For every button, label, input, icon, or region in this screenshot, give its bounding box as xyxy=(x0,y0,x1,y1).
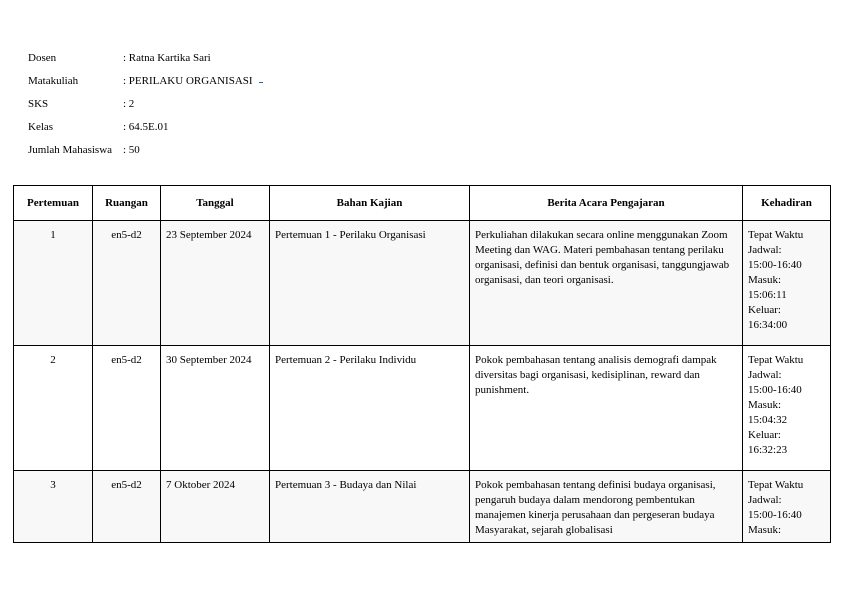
cell-kehadiran xyxy=(743,346,831,471)
info-row-dosen xyxy=(28,47,263,70)
attendance-keluar: 16:32:23 xyxy=(748,444,788,456)
info-label: SKS xyxy=(28,98,49,110)
cell-pertemuan: 3 xyxy=(14,471,93,543)
cell-kehadiran xyxy=(743,221,831,346)
attendance-masuk: 15:06:11 xyxy=(748,289,787,301)
course-info xyxy=(28,47,263,162)
attendance-jadwal: 15:00-16:40 xyxy=(748,384,802,396)
info-value: : 50 xyxy=(123,144,140,156)
info-value: : Ratna Kartika Sari xyxy=(123,52,211,64)
header-berita-acara: Berita Acara Pengajaran xyxy=(470,186,743,221)
table-row xyxy=(14,221,831,346)
attendance-jadwal: 15:00-16:40 xyxy=(748,509,802,521)
attendance-masuk: 15:04:32 xyxy=(748,414,788,426)
info-value: : PERILAKU ORGANISASI xyxy=(123,75,253,87)
teaching-log-table xyxy=(13,185,831,543)
attendance-keluar-label: Keluar: xyxy=(748,429,781,441)
cell-bahan-kajian: Pertemuan 2 - Perilaku Individu xyxy=(270,346,470,471)
info-row-sks xyxy=(28,93,263,116)
header-ruangan: Ruangan xyxy=(93,186,161,221)
cell-bahan-kajian: Pertemuan 3 - Budaya dan Nilai xyxy=(270,471,470,543)
attendance-jadwal-label: Jadwal: xyxy=(748,244,782,256)
header-bahan-kajian: Bahan Kajian xyxy=(270,186,470,221)
attendance-status: Tepat Waktu xyxy=(748,354,804,366)
table-row xyxy=(14,471,831,543)
info-row-matakuliah xyxy=(28,70,263,93)
header-kehadiran: Kehadiran xyxy=(743,186,831,221)
attendance-status: Tepat Waktu xyxy=(748,229,804,241)
table-header-row xyxy=(14,186,831,221)
info-label: Jumlah Mahasiswa xyxy=(28,144,113,156)
info-label: Dosen xyxy=(28,52,57,64)
info-label: Kelas xyxy=(28,121,54,133)
header-tanggal: Tanggal xyxy=(161,186,270,221)
cell-tanggal: 30 September 2024 xyxy=(161,346,270,471)
cell-tanggal: 23 September 2024 xyxy=(161,221,270,346)
cell-tanggal: 7 Oktober 2024 xyxy=(161,471,270,543)
attendance-keluar-label: Keluar: xyxy=(748,304,781,316)
attendance-keluar: 16:34:00 xyxy=(748,319,788,331)
info-row-jumlah-mahasiswa xyxy=(28,139,263,162)
attendance-jadwal-label: Jadwal: xyxy=(748,494,782,506)
info-row-kelas xyxy=(28,116,263,139)
cell-berita-acara: Pokok pembahasan tentang definisi budaya organisasi, pengaruh budaya dalam mendorong pembentukan manajemen kinerja perusahaan dan pergeseran budaya Masyarakat, sejarah globalisasi xyxy=(470,471,743,543)
cell-berita-acara: Perkuliahan dilakukan secara online menggunakan Zoom Meeting dan WAG. Materi pembahasan tentang perilaku organisasi, definisi dan bentuk organisasi, tanggungjawab organisasi, dan teori organisasi. xyxy=(470,221,743,346)
cell-ruangan: en5-d2 xyxy=(93,471,161,543)
cell-ruangan: en5-d2 xyxy=(93,346,161,471)
attendance-masuk-label: Masuk: xyxy=(748,274,781,286)
info-value: : 64.5E.01 xyxy=(123,121,169,133)
attendance-jadwal-label: Jadwal: xyxy=(748,369,782,381)
header-pertemuan: Pertemuan xyxy=(14,186,93,221)
cell-pertemuan: 1 xyxy=(14,221,93,346)
table-row xyxy=(14,346,831,471)
attendance-masuk-label: Masuk: xyxy=(748,524,781,536)
info-value: : 2 xyxy=(123,98,135,110)
cell-ruangan: en5-d2 xyxy=(93,221,161,346)
cell-kehadiran xyxy=(743,471,831,543)
attendance-masuk-label: Masuk: xyxy=(748,399,781,411)
cell-pertemuan: 2 xyxy=(14,346,93,471)
link-icon[interactable] xyxy=(259,70,263,83)
cell-berita-acara: Pokok pembahasan tentang analisis demografi dampak diversitas bagi organisasi, kedisiplinan, reward dan punishment. xyxy=(470,346,743,471)
attendance-status: Tepat Waktu xyxy=(748,479,804,491)
info-label: Matakuliah xyxy=(28,75,79,87)
cell-bahan-kajian: Pertemuan 1 - Perilaku Organisasi xyxy=(270,221,470,346)
attendance-jadwal: 15:00-16:40 xyxy=(748,259,802,271)
